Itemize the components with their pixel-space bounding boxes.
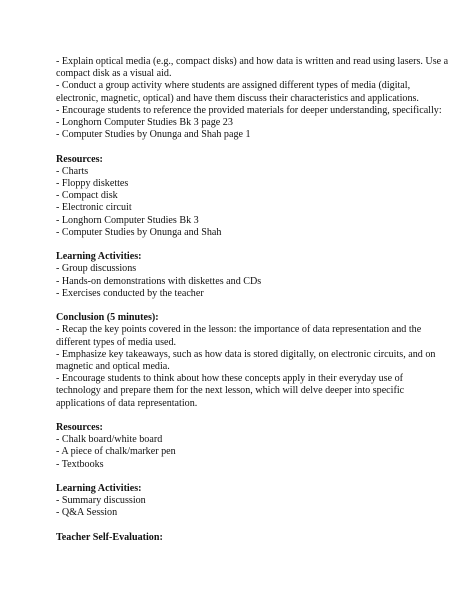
intro-line: - Longhorn Computer Studies Bk 3 page 23 <box>56 117 233 129</box>
learning-activities-section-1 <box>56 251 436 300</box>
intro-line: - Computer Studies by Onunga and Shah page 1 <box>56 129 251 141</box>
spacer <box>56 471 436 483</box>
self-evaluation-heading: Teacher Self-Evaluation: <box>56 531 163 543</box>
conclusion-line: - Encourage students to think about how these concepts apply in their everyday use of <box>56 373 404 385</box>
spacer <box>56 410 436 422</box>
activity-item: - Group discussions <box>56 263 137 275</box>
conclusion-line: technology and prepare them for the next lesson, which will delve deeper into specific <box>56 385 405 397</box>
resources-heading: Resources: <box>56 422 103 434</box>
resource-item: - Textbooks <box>56 458 104 470</box>
self-evaluation-section <box>56 532 436 544</box>
spacer <box>56 239 436 251</box>
conclusion-line: different types of media used. <box>56 336 177 348</box>
learning-activities-section-2 <box>56 483 436 520</box>
intro-line: - Explain optical media (e.g., compact disks) and how data is written and read using lasers. Use a <box>56 56 449 67</box>
resources-section-2 <box>56 422 436 471</box>
intro-line: - Encourage students to reference the provided materials for deeper understanding, specifically: <box>56 104 442 116</box>
conclusion-line: magnetic and optical media. <box>56 361 170 373</box>
resource-item: - Charts <box>56 165 89 177</box>
intro-line: electronic, magnetic, optical) and have them discuss their characteristics and applications. <box>56 92 419 104</box>
document-page <box>56 56 449 544</box>
activity-item: - Hands-on demonstrations with diskettes and CDs <box>56 275 262 287</box>
resource-item: - Floppy diskettes <box>56 178 129 190</box>
conclusion-line: - Recap the key points covered in the lesson: the importance of data representation and the <box>56 324 422 336</box>
resources-heading: Resources: <box>56 153 103 165</box>
resources-section-1 <box>56 154 436 239</box>
intro-line: compact disk as a visual aid. <box>56 68 172 80</box>
resource-item: - Electronic circuit <box>56 202 132 214</box>
resource-item: - Computer Studies by Onunga and Shah <box>56 226 222 238</box>
activity-item: - Summary discussion <box>56 495 146 507</box>
spacer <box>56 520 436 532</box>
learning-activities-heading: Learning Activities: <box>56 251 142 263</box>
spacer <box>56 141 436 153</box>
resource-item: - A piece of chalk/marker pen <box>56 446 176 458</box>
conclusion-line: applications of data representation. <box>56 397 198 409</box>
spacer <box>56 300 436 312</box>
intro-line: - Conduct a group activity where students are assigned different types of media (digital, <box>56 80 411 92</box>
learning-activities-heading: Learning Activities: <box>56 483 142 495</box>
resource-item: - Compact disk <box>56 190 118 202</box>
activity-item: - Exercises conducted by the teacher <box>56 287 204 299</box>
activity-item: - Q&A Session <box>56 507 118 519</box>
conclusion-section <box>56 312 436 410</box>
conclusion-line: - Emphasize key takeaways, such as how data is stored digitally, on electronic circuits, and on <box>56 348 436 360</box>
resource-item: - Longhorn Computer Studies Bk 3 <box>56 214 199 226</box>
conclusion-heading: Conclusion (5 minutes): <box>56 312 159 324</box>
resource-item: - Chalk board/white board <box>56 434 163 446</box>
intro-section <box>56 56 449 141</box>
